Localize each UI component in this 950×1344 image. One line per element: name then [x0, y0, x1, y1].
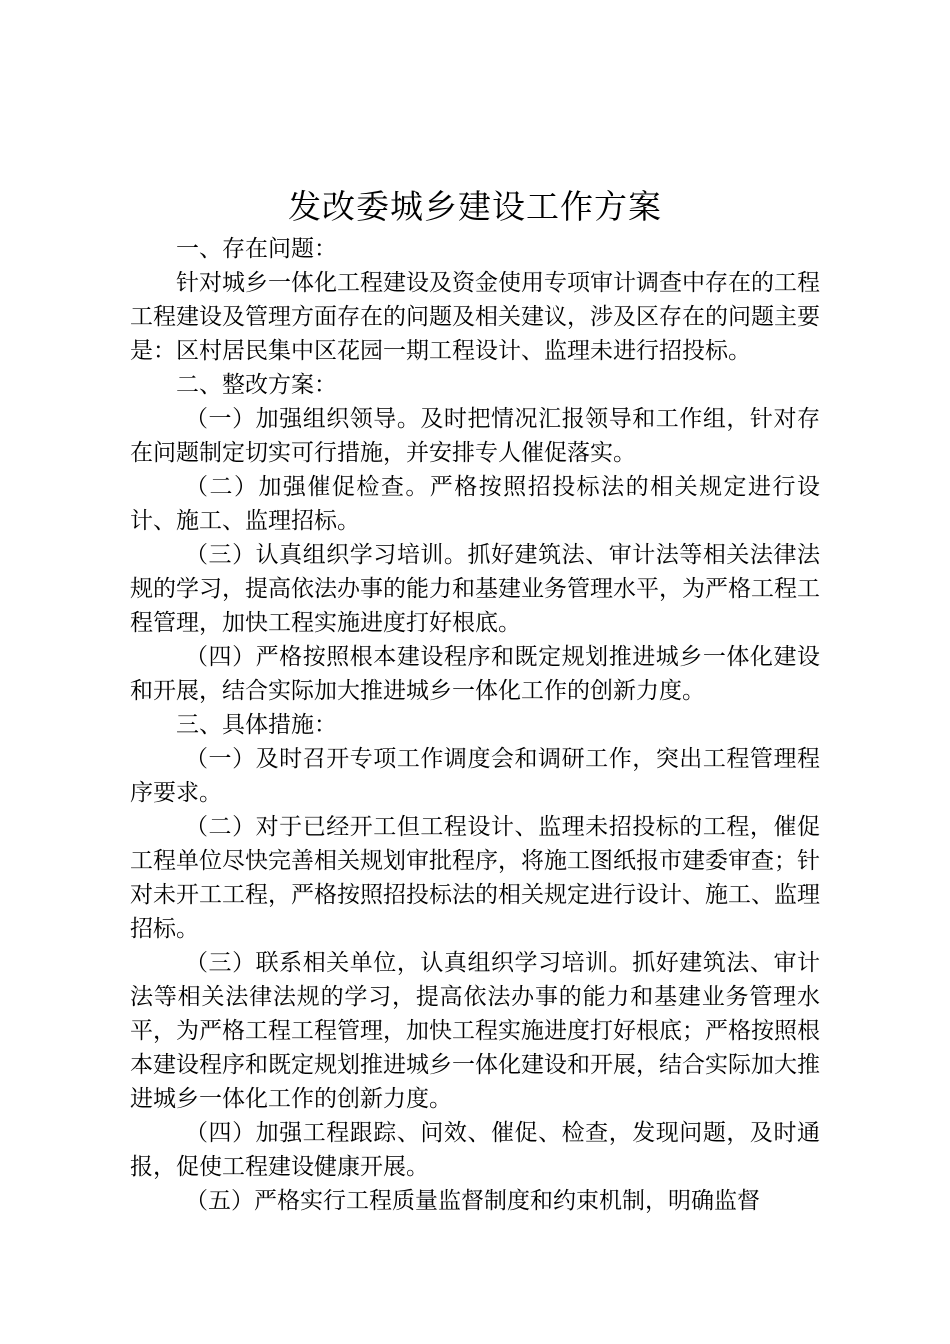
- measure-item-3: （三）联系相关单位，认真组织学习培训。抓好建筑法、审计法等相关法律法规的学习，提高依法办事的能力和基建业务管理水平，为严格工程工程管理，加快工程实施进度打好根底；严格按照根本建设程序和既定规划推进城乡一体化建设和开展，结合实际加大推进城乡一体化工作的创新力度。: [130, 950, 820, 1112]
- plan-item-1: （一）加强组织领导。及时把情况汇报领导和工作组，针对存在问题制定切实可行措施，并安排专人催促落实。: [130, 406, 820, 466]
- measure-item-2: （二）对于已经开工但工程设计、监理未招投标的工程，催促工程单位尽快完善相关规划审批程序，将施工图纸报市建委审查；针对未开工工程，严格按照招投标法的相关规定进行设计、施工、监理招标。: [130, 814, 820, 942]
- plan-item-2: （二）加强催促检查。严格按照招投标法的相关规定进行设计、施工、监理招标。: [130, 474, 820, 534]
- document-page: [130, 182, 820, 1218]
- section-heading-problems: 一、存在问题：: [176, 236, 337, 262]
- section-heading-measures: 三、具体措施：: [176, 712, 337, 738]
- measure-item-4: （四）加强工程跟踪、问效、催促、检查，发现问题，及时通报，促使工程建设健康开展。: [130, 1120, 820, 1180]
- plan-item-4: （四）严格按照根本建设程序和既定规划推进城乡一体化建设和开展，结合实际加大推进城乡一体化工作的创新力度。: [130, 644, 820, 704]
- problems-paragraph: 针对城乡一体化工程建设及资金使用专项审计调查中存在的工程工程建设及管理方面存在的问题及相关建议，涉及区存在的问题主要是：区村居民集中区花园一期工程设计、监理未进行招投标。: [130, 270, 820, 364]
- document-title: 发改委城乡建设工作方案: [288, 187, 662, 226]
- section-heading-plan: 二、整改方案：: [176, 372, 337, 398]
- plan-item-3: （三）认真组织学习培训。抓好建筑法、审计法等相关法律法规的学习，提高依法办事的能力和基建业务管理水平，为严格工程工程管理，加快工程实施进度打好根底。: [130, 542, 820, 636]
- measure-item-5: （五）严格实行工程质量监督制度和约束机制，明确监督: [185, 1188, 760, 1214]
- measure-item-1: （一）及时召开专项工作调度会和调研工作，突出工程管理程序要求。: [130, 746, 820, 806]
